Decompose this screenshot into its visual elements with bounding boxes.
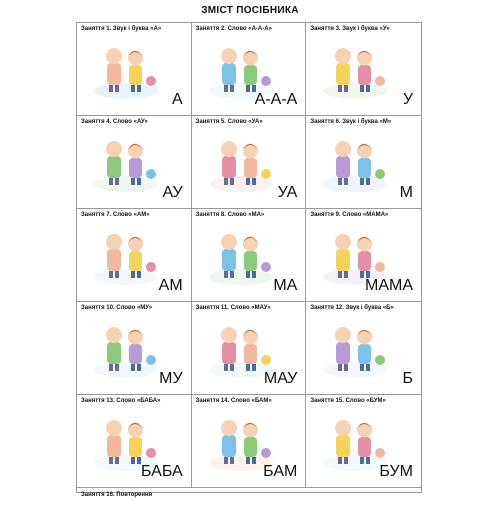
- lesson-word: МАМА: [364, 277, 413, 294]
- toy-airplane-illustration: [320, 37, 390, 101]
- lesson-cell: [306, 302, 421, 395]
- lesson-16-row: [77, 488, 421, 506]
- lesson-caption: Заняття 1. Звук і буква «А»: [81, 26, 162, 32]
- lesson-caption: Заняття 9. Слово «МАМА»: [310, 212, 389, 218]
- lesson-word: А-А-А: [254, 91, 298, 108]
- lessons-grid: [77, 23, 421, 488]
- lesson-caption: Заняття 11. Слово «МАУ»: [195, 305, 271, 311]
- lesson-cell: [192, 209, 307, 302]
- lesson-cell: [306, 395, 421, 488]
- lesson-cell: [306, 23, 421, 116]
- lesson-caption: Заняття 3. Звук і буква «У»: [310, 26, 390, 32]
- lesson-word: МАУ: [263, 370, 298, 387]
- boy-with-cow-illustration: [91, 316, 161, 380]
- lesson-caption: Заняття 14. Слово «БАМ»: [195, 398, 272, 404]
- lesson-cell: [192, 395, 307, 488]
- lesson-caption: Заняття 8. Слово «МА»: [195, 212, 265, 218]
- girl-feeding-doll-illustration: [91, 223, 161, 287]
- lesson-word: А: [171, 91, 183, 108]
- lesson-word: АУ: [162, 184, 183, 201]
- page-title: ЗМІСТ ПОСІБНИКА: [201, 5, 299, 16]
- boy-at-window-illustration: [320, 316, 390, 380]
- lesson-cell: [192, 302, 307, 395]
- lesson-caption: Заняття 13. Слово «БАБА»: [81, 398, 161, 404]
- lesson-caption: Заняття 12. Звук і буква «Б»: [310, 305, 394, 311]
- lesson-cell: [306, 116, 421, 209]
- lesson-caption: Заняття 16. Повторення: [81, 492, 153, 498]
- lesson-cell: [192, 23, 307, 116]
- lesson-word: БАМ: [263, 463, 298, 480]
- lesson-cell: [77, 23, 192, 116]
- children-on-swing-illustration: [320, 130, 390, 194]
- lesson-cell: [77, 116, 192, 209]
- lesson-cell: [77, 395, 192, 488]
- lesson-word: МА: [273, 277, 298, 294]
- lesson-cell: [306, 209, 421, 302]
- lesson-caption: Заняття 4. Слово «АУ»: [81, 119, 148, 125]
- lesson-cell: [77, 209, 192, 302]
- baby-in-crib-illustration: [206, 130, 276, 194]
- lesson-word: Б: [402, 370, 413, 387]
- lesson-word: М: [399, 184, 413, 201]
- lesson-caption: Заняття 2. Слово «А-А-А»: [195, 26, 272, 32]
- lesson-word: МУ: [159, 370, 183, 387]
- lesson-caption: Заняття 5. Слово «УА»: [195, 119, 263, 125]
- lesson-cell: [192, 116, 307, 209]
- lesson-caption: Заняття 15. Слово «БУМ»: [310, 398, 386, 404]
- contents-table: [76, 22, 422, 498]
- lesson-word: АМ: [158, 277, 183, 294]
- children-in-forest-illustration: [91, 130, 161, 194]
- lesson-word: БУМ: [379, 463, 413, 480]
- lesson-caption: Заняття 7. Слово «АМ»: [81, 212, 150, 218]
- lesson-word: УА: [277, 184, 298, 201]
- lesson-word: У: [402, 91, 413, 108]
- lesson-cell: [77, 302, 192, 395]
- children-hugging-illustration: [91, 37, 161, 101]
- lesson-caption: Заняття 6. Звук і буква «М»: [310, 119, 392, 125]
- lesson-word: БАБА: [141, 463, 183, 480]
- lesson-caption: Заняття 10. Слово «МУ»: [81, 305, 153, 311]
- children-by-bush-illustration: [206, 223, 276, 287]
